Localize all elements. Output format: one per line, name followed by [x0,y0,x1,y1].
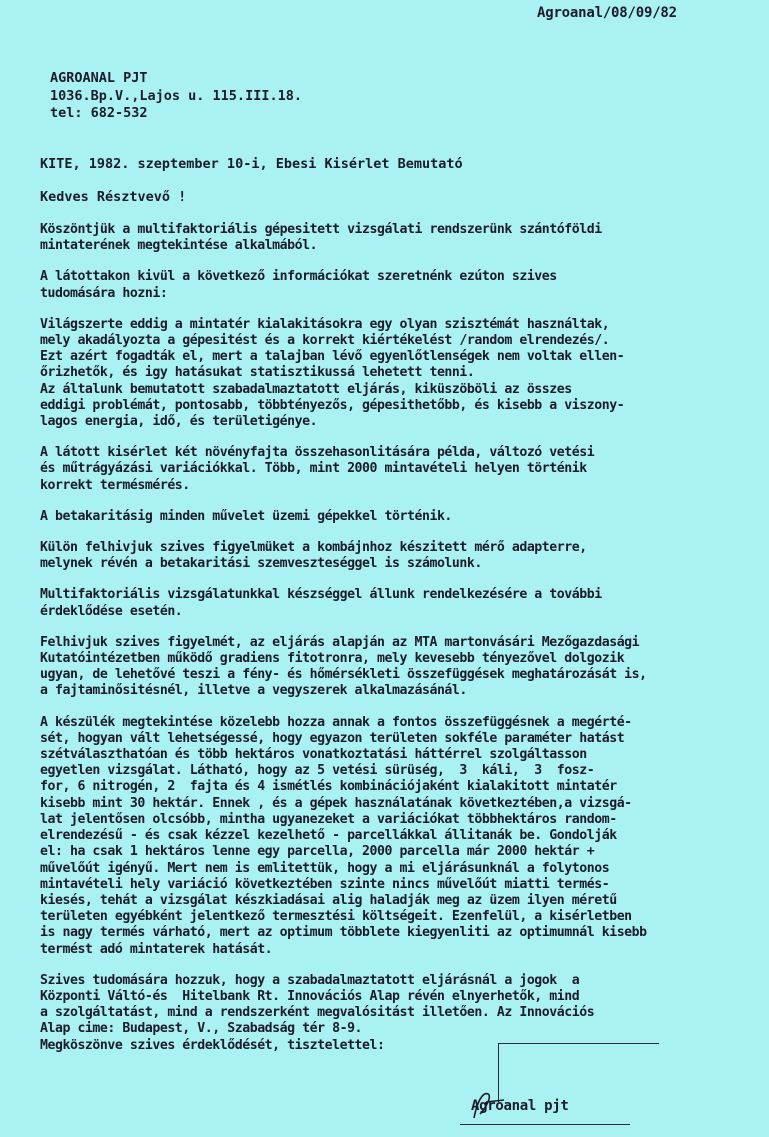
letter-body [40,222,765,1058]
letter-greeting: Kedves Résztvevő ! [40,189,187,205]
signature-underline [460,1124,630,1125]
paragraph-harvest: A betakaritásig minden művelet üzemi gépekkel történik. [40,508,452,524]
paragraph-offer: Multifaktoriális vizsgálatunkkal készséggel állunk rendelkezésére a további érdeklődése esetén. [40,587,602,619]
sender-phone: tel: 682-532 [50,105,148,121]
document-reference: Agroanal/08/09/82 [537,5,677,21]
sender-name: AGROANAL PJT [50,70,148,86]
paragraph-phytotron: Felhivjuk szives figyelmét, az eljárás alapján az MTA martonvásári Mezőgazdasági Kutatóintézetben működő gradiens fitotronra, mely kevesebb tényezővel dolgozik ugyan, de lehetővé teszi a fény- és hőmérsékleti összefüggések meghatározását is, a fajtaminősitésnél, illetve a vegyszerek alkalmazásánál. [40,634,647,699]
paragraph-method: Világszerte eddig a mintatér kialakitásokra egy olyan szisztémát használtak, mely akadályozta a gépesitést és a korrekt kiértékelést /random elrendezés/. Ezt azért fogadták el, mert a talajban lévő egyenlőtlenségek nem voltak ellen- őrizhetők, és igy hatásukat statisztikussá lehetett tenni. Az általunk bemutatott szabadalmaztatott eljárás, kiküszöböli az összes eddigi problémát, pontosabb, többtényezős, gépesithetőbb, és kisebb a viszony- lagos energia, idő, és területigénye. [40,316,625,430]
paragraph-info: A látottakon kivül a következő információkat szeretnénk ezúton szives tudomására hozni: [40,269,557,301]
paragraph-device: A készülék megtekintése közelebb hozza annak a fontos összefüggésnek a megérté- sét, hogyan vált lehetségessé, hogy egyazon területen sokféle paraméter hatást szétválaszthatóan és több hektáros vonatkoztatási háttérrel szolgáltasson egyetlen vizsgálat. Látható, hogy az 5 vetési sürüség, 3 káli, 3 fosz- for, 6 nitrogén, 2 fajta és 4 ismétlés kombinációjaként kialakitott mintatér kisebb mint 30 hektár. Ennek , és a gépek használatának következtében,a vizsgá- lat jelentősen olcsóbb, mintha ugyanezeket a variációkat többhektáros random- elrendezésű - és csak kézzel kezelhető - parcellákkal állitanák be. Gondolják el: ha csak 1 hektáros lenne egy parcella, 2000 parcella már 2000 hektár + művelőút igényű. Mert nem is emlitettük, hogy a mi eljárásunknál a folytonos mintavételi hely variáció következtében szinte nincs művelőút miatti termés- kiesés, tehát a vizsgálat készkiadásai alig haladják meg az üzem ilyen méretű területen egyébként jelentkező termesztési költségeit. Ezenfelül, a kisérletben is nagy termés várható, mert az optimum többlete kiegyenliti az optimumnál kisebb termést adó mintaterek hatását. [40,714,647,957]
signature-box-line [498,1043,659,1102]
paragraph-experiment: A látott kisérlet két növényfajta összehasonlitására példa, változó vetési és műtrágyázási variációkkal. Több, mint 2000 mintavételi helyen történik korrekt termésmérés. [40,445,595,493]
paragraph-closing: Szives tudomására hozzuk, hogy a szabadalmaztatott eljárásnál a jogok a Központi Váltó-és Hitelbank Rt. Innovációs Alap révén elnyerhetők, mind a szolgáltatást, mind a rendszerként megvalósitást illetően. Az Innovációs Alap cime: Budapest, V., Szabadság tér 8-9. Megköszönve szives érdeklődését, tisztelettel: [40,972,595,1053]
paragraph-welcome: Köszöntjük a multifaktoriális gépesitett vizsgálati rendszerünk szántóföldi mintaterének megtekintése alkalmából. [40,222,602,254]
letter-subject: KITE, 1982. szeptember 10-i, Ebesi Kisérlet Bemutató [40,156,463,172]
sender-address: 1036.Bp.V.,Lajos u. 115.III.18. [50,87,302,104]
sender-block [50,70,302,123]
paragraph-adapter: Külön felhivjuk szives figyelmüket a kombájnhoz készitett mérő adapterre, melynek révén a betakaritási szemveszteséggel is számolunk. [40,540,587,572]
signature: Agroanal pjt [471,1098,569,1114]
